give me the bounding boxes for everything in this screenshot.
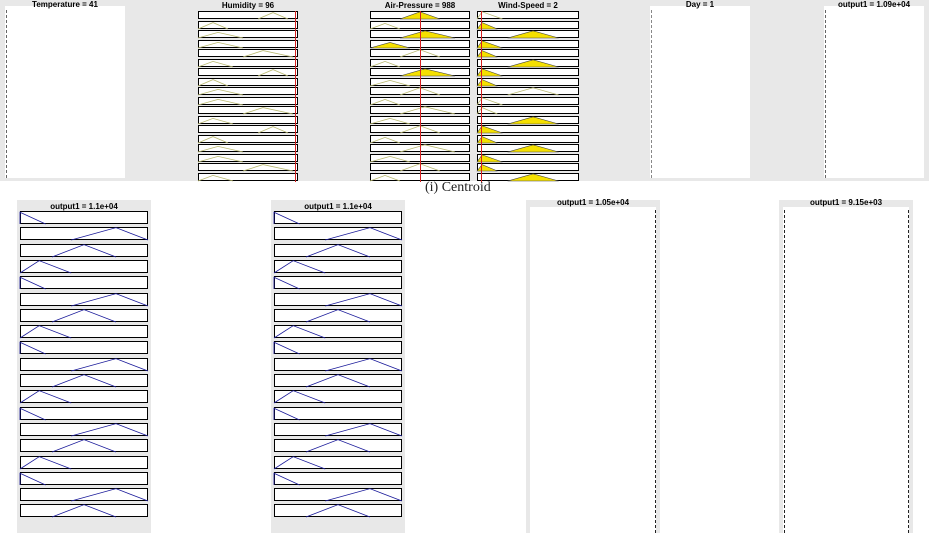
mf-triangle xyxy=(198,21,298,29)
mf-triangle xyxy=(274,341,402,354)
mf-triangle xyxy=(198,163,298,171)
day-axis xyxy=(651,10,652,178)
mf-triangle xyxy=(20,211,148,224)
mf-triangle xyxy=(198,30,298,38)
output1-d-panel xyxy=(779,200,913,533)
input-value-cursor xyxy=(295,11,296,182)
output1-a-panel xyxy=(17,200,151,533)
output1-c-edge xyxy=(655,210,656,533)
mf-triangle xyxy=(198,87,298,95)
air-pressure-panel xyxy=(368,0,472,180)
input-value-cursor xyxy=(481,11,482,182)
mf-triangle xyxy=(198,49,298,57)
mf-triangle xyxy=(198,135,298,143)
mf-triangle xyxy=(20,276,148,289)
mf-triangle xyxy=(198,40,298,48)
mf-triangle xyxy=(198,116,298,124)
mf-triangle xyxy=(477,106,579,114)
mf-triangle xyxy=(274,472,402,485)
humidity-panel xyxy=(196,0,300,180)
mf-triangle xyxy=(477,40,579,48)
mf-triangle xyxy=(198,106,298,114)
mf-triangle xyxy=(274,504,402,517)
mf-triangle xyxy=(477,116,579,124)
output1-top-panel xyxy=(824,0,924,178)
mf-triangle xyxy=(477,87,579,95)
mf-triangle xyxy=(20,260,148,273)
temperature-axis xyxy=(6,10,7,178)
output1-d-left-edge xyxy=(784,210,785,533)
mf-triangle xyxy=(274,211,402,224)
mf-triangle xyxy=(274,390,402,403)
mf-triangle xyxy=(477,78,579,86)
mf-triangle xyxy=(477,135,579,143)
output1-d-right-edge xyxy=(908,210,909,533)
output1-c-panel xyxy=(526,200,660,533)
output1-c-plot xyxy=(530,207,656,533)
mf-triangle xyxy=(274,325,402,338)
mf-triangle xyxy=(198,144,298,152)
mf-triangle xyxy=(20,325,148,338)
mf-triangle xyxy=(274,244,402,257)
mf-triangle xyxy=(274,276,402,289)
mf-triangle xyxy=(274,293,402,306)
mf-triangle xyxy=(477,173,579,181)
mf-triangle xyxy=(20,309,148,322)
mf-triangle xyxy=(20,227,148,240)
mf-triangle xyxy=(198,78,298,86)
mf-triangle xyxy=(274,488,402,501)
mf-triangle xyxy=(477,49,579,57)
mf-triangle xyxy=(274,227,402,240)
output1-a-title: output1 = 1.1e+04 xyxy=(50,202,118,211)
output1-d-plot xyxy=(783,207,909,533)
mf-triangle xyxy=(198,59,298,67)
mf-triangle xyxy=(274,358,402,371)
humidity-title: Humidity = 96 xyxy=(221,1,275,10)
mf-triangle xyxy=(477,125,579,133)
mf-triangle xyxy=(198,125,298,133)
mf-triangle xyxy=(20,244,148,257)
mf-triangle xyxy=(20,456,148,469)
mf-triangle xyxy=(274,260,402,273)
mf-triangle xyxy=(198,173,298,181)
output1-b-panel xyxy=(271,200,405,533)
output1-d-title: output1 = 9.15e+03 xyxy=(809,198,883,207)
mf-triangle xyxy=(274,407,402,420)
mf-triangle xyxy=(274,456,402,469)
mf-triangle xyxy=(20,423,148,436)
mf-triangle xyxy=(477,144,579,152)
mf-triangle xyxy=(20,472,148,485)
mf-triangle xyxy=(20,488,148,501)
wind-speed-panel xyxy=(475,0,581,180)
mf-triangle xyxy=(274,423,402,436)
mf-triangle xyxy=(477,154,579,162)
mf-triangle xyxy=(20,293,148,306)
figure-caption: (i) Centroid xyxy=(425,180,491,195)
output1-top-axis xyxy=(825,10,826,178)
output1-top-title: output1 = 1.09e+04 xyxy=(837,0,911,9)
mf-triangle xyxy=(20,374,148,387)
mf-triangle xyxy=(20,504,148,517)
mf-triangle xyxy=(20,390,148,403)
mf-triangle xyxy=(274,439,402,452)
day-title: Day = 1 xyxy=(685,0,715,9)
mf-triangle xyxy=(20,358,148,371)
temperature-title: Temperature = 41 xyxy=(32,0,98,9)
mf-triangle xyxy=(477,59,579,67)
day-panel xyxy=(650,0,750,178)
temperature-panel xyxy=(5,0,125,178)
mf-triangle xyxy=(477,11,579,19)
mf-triangle xyxy=(198,11,298,19)
mf-triangle xyxy=(274,309,402,322)
air-pressure-title: Air-Pressure = 988 xyxy=(384,1,456,10)
mf-triangle xyxy=(477,30,579,38)
mf-triangle xyxy=(274,374,402,387)
mf-triangle xyxy=(20,407,148,420)
mf-triangle xyxy=(477,163,579,171)
mf-triangle xyxy=(198,154,298,162)
mf-triangle xyxy=(20,341,148,354)
mf-triangle xyxy=(198,68,298,76)
mf-triangle xyxy=(198,97,298,105)
mf-triangle xyxy=(477,68,579,76)
input-value-cursor xyxy=(420,11,421,182)
mf-triangle xyxy=(477,97,579,105)
output1-c-title: output1 = 1.05e+04 xyxy=(556,198,630,207)
output1-b-title: output1 = 1.1e+04 xyxy=(304,202,372,211)
mf-triangle xyxy=(20,439,148,452)
mf-triangle xyxy=(477,21,579,29)
wind-speed-title: Wind-Speed = 2 xyxy=(498,1,558,10)
